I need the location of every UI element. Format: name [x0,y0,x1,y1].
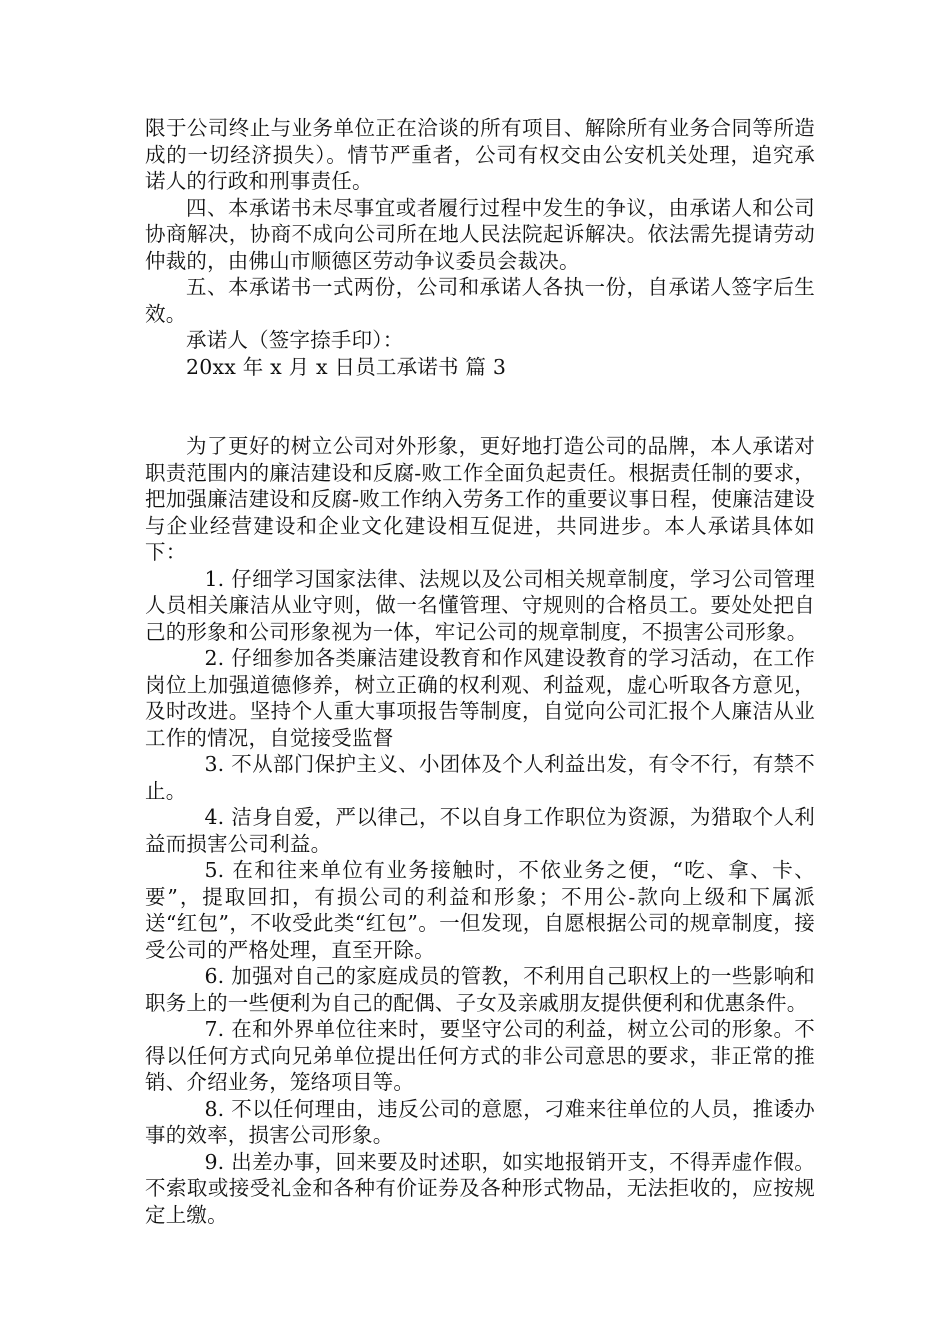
list-item: 7. 在和外界单位往来时，要坚守公司的利益，树立公司的形象。不得以任何方式向兄弟单位提出任何方式的非公司意思的要求，非正常的推销、介绍业务，笼络项目等。 [145,1017,815,1094]
section-3-intro: 为了更好的树立公司对外形象，更好地打造公司的品牌，本人承诺对职责范围内的廉洁建设和反腐-败工作全面负起责任。根据责任制的要求，把加强廉洁建设和反腐-败工作纳入劳务工作的重要议事日程，使廉洁建设与企业经营建设和企业文化建设相互促进，共同进步。本人承诺具体如下： [145,434,815,564]
signature-line: 承诺人（签字捺手印）： [186,328,404,352]
paragraph-clause-4: 四、本承诺书未尽事宜或者履行过程中发生的争议，由承诺人和公司协商解决，协商不成向公司所在地人民法院起诉解决。依法需先提请劳动仲裁的，由佛山市顺德区劳动争议委员会裁决。 [145,195,815,273]
list-item: 1. 仔细学习国家法律、法规以及公司相关规章制度，学习公司管理人员相关廉洁从业守则，做一名懂管理、守规则的合格员工。要处处把自己的形象和公司形象视为一体，牢记公司的规章制度，不损害公司形象。 [145,566,815,644]
section-spacer [145,380,815,433]
list-item: 8. 不以任何理由，违反公司的意愿，刁难来往单位的人员，推诿办事的效率，损害公司形象。 [145,1096,815,1147]
paragraph-clause-5: 五、本承诺书一式两份，公司和承诺人各执一份，自承诺人签字后生效。 [145,275,815,326]
list-item: 6. 加强对自己的家庭成员的管教，不利用自己职权上的一些影响和职务上的一些便利为自己的配偶、子女及亲戚朋友提供便利和优惠条件。 [145,964,815,1015]
list-item: 5. 在和往来单位有业务接触时，不依业务之便，“吃、拿、卡、要”，提取回扣，有损公司的利益和形象；不用公-款向上级和下属派送“红包”，不收受此类“红包”。一但发现，自愿根据公司的规章制度，接受公司的严格处理，直至开除。 [145,858,815,962]
list-item: 2. 仔细参加各类廉洁建设教育和作风建设教育的学习活动，在工作岗位上加强道德修养，树立正确的权利观、利益观，虚心听取各方意见，及时改进。坚持个人重大事项报告等制度，自觉向公司汇报个人廉洁从业工作的情况，自觉接受监督 [145,646,815,750]
paragraph-continued: 限于公司终止与业务单位正在洽谈的所有项目、解除所有业务合同等所造成的一切经济损失）。情节严重者，公司有权交由公安机关处理，追究承诺人的行政和刑事责任。 [145,116,815,193]
date-and-section-title: 20xx 年 x 月 x 日员工承诺书 篇 3 [186,354,507,379]
list-item: 3. 不从部门保护主义、小团体及个人利益出发，有令不行，有禁不止。 [145,752,815,803]
list-item: 4. 洁身自爱，严以律己，不以自身工作职位为资源，为猎取个人利益而损害公司利益。 [145,805,815,856]
document-body [145,115,815,1228]
list-item: 9. 出差办事，回来要及时述职，如实地报销开支，不得弄虚作假。不索取或接受礼金和各种有价证券及各种形式物品，无法拒收的，应按规定上缴。 [145,1149,815,1227]
